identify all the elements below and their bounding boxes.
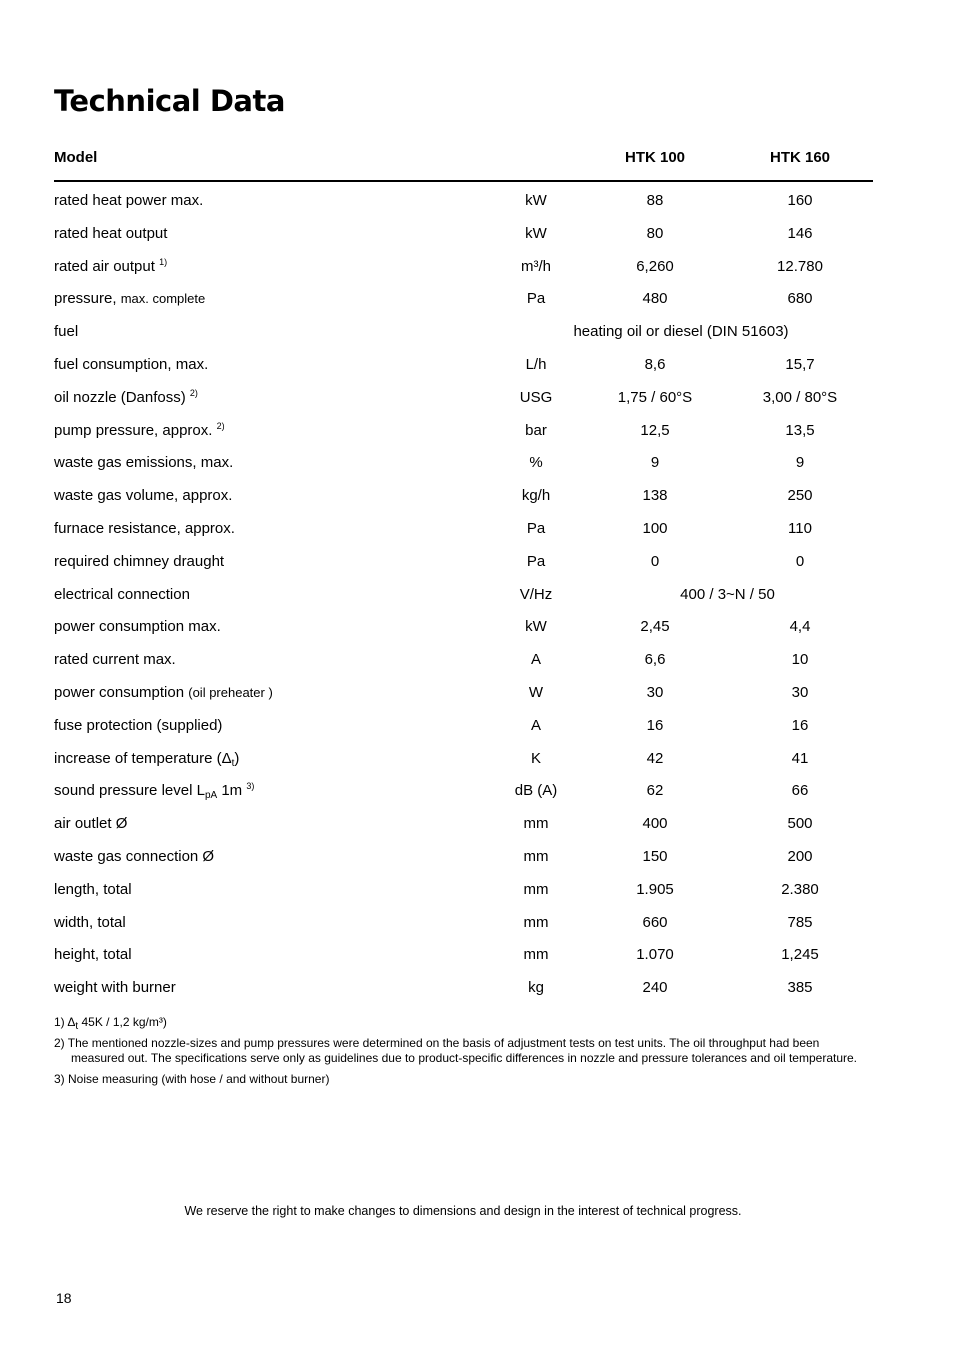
row-value-htk100: 660 (642, 913, 668, 931)
row-value-htk160: 30 (791, 683, 809, 701)
row-value-htk160: 160 (787, 192, 813, 209)
row-value-htk160: 4,4 (789, 618, 811, 636)
row-value-htk100: 1.070 (636, 946, 674, 964)
row-unit: USG (519, 388, 553, 406)
footnote-1: 1) $\Delta_t$ 45K / 1,2 kg/m³) (54, 1015, 167, 1032)
row-unit: A (530, 716, 541, 734)
row-value-both: heating oil or diesel (DIN 51603) (573, 323, 789, 341)
row-unit: bar (525, 421, 547, 439)
row-value-htk160: 500 (787, 815, 813, 833)
page-title: Technical Data (54, 84, 285, 118)
table-row (54, 185, 874, 218)
row-value-htk160: 110 (788, 519, 812, 537)
row-value-htk160: 3,00 / 80°S (762, 388, 838, 406)
row-label: rated current max. (54, 651, 176, 669)
table-row (54, 218, 874, 251)
row-value-htk100: 1,75 / 60°S (617, 388, 693, 406)
row-value-htk100: 42 (646, 749, 664, 767)
row-label: length, total (54, 880, 132, 898)
table-row (54, 874, 874, 907)
row-unit: mm (523, 847, 549, 865)
row-value-htk160: 9 (795, 454, 805, 472)
row-label: width, total (54, 913, 126, 931)
table-row (54, 907, 874, 940)
row-value-htk100: 6,6 (644, 651, 666, 669)
row-value-htk160: 2.380 (781, 880, 819, 898)
row-value-htk100: 480 (642, 290, 668, 308)
table-row (54, 480, 874, 513)
row-value-htk160: 680 (787, 290, 813, 308)
row-value-htk100: 6,260 (636, 257, 674, 275)
row-value-htk100: 1.905 (636, 880, 674, 898)
table-row (54, 251, 874, 284)
row-unit: % (529, 454, 543, 472)
row-unit: Pa (526, 552, 546, 570)
row-value-both: 400 / 3~N / 50 (680, 585, 775, 603)
spec-table (54, 185, 874, 1005)
row-value-htk100: 400 (642, 815, 668, 833)
table-row (54, 841, 874, 874)
row-unit: K (530, 749, 541, 767)
row-value-htk100: 88 (646, 192, 664, 209)
table-row (54, 611, 874, 644)
row-value-htk160: 1,245 (781, 946, 819, 964)
row-label: pump pressure, approx. $^{2)}$ (54, 420, 225, 439)
table-row (54, 415, 874, 448)
header-divider (54, 180, 873, 182)
disclaimer: We reserve the right to make changes to dimensions and design in the interest of technical progress. (184, 1204, 742, 1218)
row-unit: mm (523, 880, 549, 898)
row-value-htk100: 12,5 (640, 421, 670, 439)
page-number: 18 (56, 1290, 72, 1306)
table-row (54, 710, 874, 743)
row-unit: W (528, 683, 544, 701)
row-value-htk100: 62 (646, 782, 664, 800)
table-row (54, 382, 874, 415)
row-label: required chimney draught (54, 552, 225, 570)
header-htk100: HTK 100 (624, 149, 686, 166)
row-label: electrical connection (54, 585, 190, 603)
row-unit: mm (523, 913, 549, 931)
row-value-htk160: 15,7 (785, 355, 815, 373)
row-unit: V/Hz (519, 585, 553, 603)
row-value-htk160: 250 (787, 487, 813, 505)
row-value-htk160: 785 (787, 913, 813, 931)
footnotes (54, 1015, 874, 1093)
row-label: waste gas volume, approx. (54, 487, 233, 505)
row-value-htk160: 66 (791, 782, 809, 800)
row-label: power consumption (oil preheater ) (54, 683, 273, 701)
row-value-htk100: 30 (646, 683, 664, 701)
row-unit: dB (A) (514, 782, 558, 800)
footnote-3: 3) Noise measuring (with hose / and without burner) (54, 1072, 330, 1086)
row-unit: kW (525, 618, 547, 636)
table-row (54, 808, 874, 841)
row-label: furnace resistance, approx. (54, 519, 235, 537)
table-row (54, 775, 874, 808)
row-value-htk100: 138 (642, 487, 668, 505)
row-value-htk160: 146 (787, 224, 813, 242)
row-value-htk160: 41 (791, 749, 809, 767)
row-value-htk160: 13,5 (785, 421, 815, 439)
row-value-htk100: 2,45 (640, 618, 670, 636)
row-label: air outlet Ø (54, 815, 128, 833)
row-label: waste gas connection Ø (54, 847, 215, 865)
row-label: power consumption max. (54, 618, 221, 636)
row-label: fuel consumption, max. (54, 355, 209, 373)
row-label: sound pressure level $L_{pA}$ 1m $^{3)}$ (54, 781, 255, 802)
row-value-htk100: 9 (650, 454, 660, 472)
row-unit: kW (525, 224, 547, 242)
table-row (54, 972, 874, 1005)
row-label: oil nozzle (Danfoss) $^{2)}$ (54, 387, 198, 406)
footnote-2: 2) The mentioned nozzle-sizes and pump pressures were determined on the basis of adjustment tests on test units. The oil throughput had been measured out. The specifications serve only as guidelines due to product-specific differences in nozzle and pressure tolerances and oil temperature. (54, 1036, 857, 1065)
table-row (54, 513, 874, 546)
row-value-htk160: 10 (791, 651, 809, 669)
table-row (54, 316, 874, 349)
row-value-htk160: 0 (795, 552, 805, 570)
row-value-htk100: 100 (642, 519, 668, 537)
header-htk160: HTK 160 (769, 149, 831, 166)
row-label: increase of temperature $(\Delta_t)$ (54, 749, 240, 769)
row-unit: Pa (526, 290, 546, 308)
row-value-htk100: 16 (646, 716, 664, 734)
table-row (54, 283, 874, 316)
row-value-htk100: 240 (642, 979, 668, 997)
row-unit: mm (523, 815, 549, 833)
row-value-htk160: 12.780 (777, 257, 823, 275)
row-label: fuse protection (supplied) (54, 716, 223, 734)
row-unit: m³/h (521, 257, 551, 275)
row-label: rated air output $^{1)}$ (54, 256, 168, 275)
row-unit: mm (523, 946, 549, 964)
table-row (54, 939, 874, 972)
row-unit: kW (525, 192, 547, 209)
row-value-htk100: 8,6 (644, 355, 666, 373)
row-unit: A (530, 651, 541, 669)
row-label: rated heat output (54, 224, 168, 242)
row-value-htk160: 200 (787, 847, 813, 865)
row-unit: kg/h (521, 487, 551, 505)
table-row (54, 743, 874, 776)
row-unit: L/h (525, 355, 547, 373)
row-value-htk100: 150 (642, 847, 668, 865)
table-row (54, 677, 874, 710)
row-value-htk100: 80 (646, 224, 664, 242)
row-value-htk100: 0 (650, 552, 660, 570)
table-row (54, 447, 874, 480)
row-label: weight with burner (54, 979, 176, 997)
row-value-htk160: 385 (787, 979, 813, 997)
header-model: Model (54, 149, 98, 166)
row-unit: Pa (526, 519, 546, 537)
row-label: height, total (54, 946, 132, 964)
row-label: pressure, max. complete (54, 290, 206, 308)
row-label: rated heat power max. (54, 192, 204, 209)
row-label: waste gas emissions, max. (54, 454, 234, 472)
row-value-htk160: 16 (791, 716, 809, 734)
table-row (54, 579, 874, 612)
table-row (54, 546, 874, 579)
table-row (54, 349, 874, 382)
table-row (54, 644, 874, 677)
row-label: fuel (54, 323, 79, 341)
row-unit: kg (528, 979, 544, 997)
